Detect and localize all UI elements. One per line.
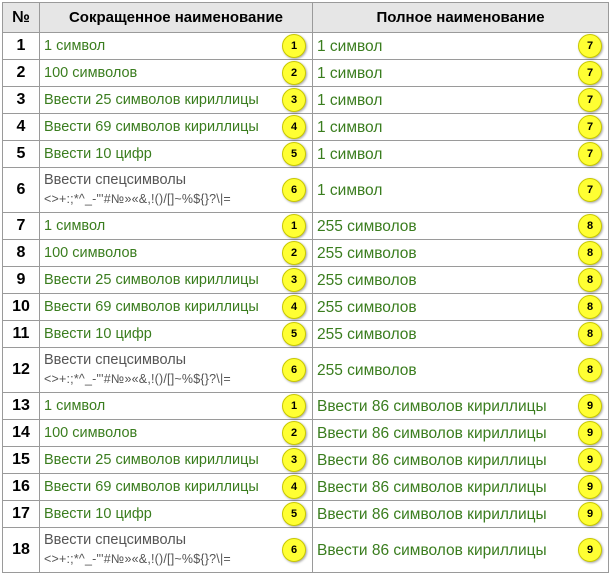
short-name-text [40, 217, 312, 236]
full-name-cell [313, 240, 609, 267]
full-name-text: 255 символов [317, 217, 417, 235]
full-name-badge: 8 [578, 358, 602, 382]
full-name-text: 255 символов [317, 298, 417, 316]
full-name-cell [313, 348, 609, 393]
short-name-cell [40, 141, 313, 168]
short-name-cell [40, 87, 313, 114]
short-name-text [40, 271, 312, 290]
full-name-cell [313, 114, 609, 141]
full-name-text: 1 символ [317, 91, 383, 109]
table-row [3, 168, 609, 213]
special-chars-line: <>+:;*^_-"'#№»«&,!()/[]~%${}?\|= [44, 372, 231, 386]
short-name-badge: 5 [282, 502, 306, 526]
short-name-badge: 6 [282, 178, 306, 202]
short-name-text [40, 351, 312, 389]
short-name-badge: 5 [282, 322, 306, 346]
table-row [3, 348, 609, 393]
full-name-badge: 8 [578, 241, 602, 265]
full-name-cell [313, 447, 609, 474]
short-name-cell [40, 501, 313, 528]
short-name-badge: 1 [282, 214, 306, 238]
short-name-line: Ввести 25 символов кириллицы [44, 271, 259, 288]
header-number: № [3, 3, 40, 33]
short-name-text [40, 118, 312, 137]
full-name-cell [313, 141, 609, 168]
table-row [3, 33, 609, 60]
full-name-badge: 7 [578, 88, 602, 112]
full-name-text: Ввести 86 символов кириллицы [317, 541, 547, 559]
full-name-text: 255 символов [317, 325, 417, 343]
short-name-cell [40, 240, 313, 267]
full-name-text: 1 символ [317, 145, 383, 163]
table-row [3, 501, 609, 528]
row-number: 10 [3, 294, 40, 321]
short-name-badge: 6 [282, 538, 306, 562]
short-name-text [40, 64, 312, 83]
short-name-line: Ввести 25 символов кириллицы [44, 451, 259, 468]
table-row [3, 321, 609, 348]
full-name-cell [313, 168, 609, 213]
full-name-text: Ввести 86 символов кириллицы [317, 424, 547, 442]
row-number: 9 [3, 267, 40, 294]
full-name-badge: 8 [578, 214, 602, 238]
short-name-line: Ввести 25 символов кириллицы [44, 91, 259, 108]
short-name-text [40, 298, 312, 317]
short-name-line: Ввести спецсимволы [44, 352, 187, 368]
full-name-text: Ввести 86 символов кириллицы [317, 505, 547, 523]
short-name-badge: 2 [282, 241, 306, 265]
full-name-cell [313, 60, 609, 87]
row-number: 11 [3, 321, 40, 348]
short-name-line: Ввести спецсимволы [44, 172, 187, 188]
short-name-cell [40, 168, 313, 213]
short-name-badge: 3 [282, 448, 306, 472]
header-short-name: Сокращенное наименование [40, 3, 313, 33]
row-number: 2 [3, 60, 40, 87]
short-name-badge: 5 [282, 142, 306, 166]
full-name-badge: 9 [578, 475, 602, 499]
row-number: 4 [3, 114, 40, 141]
full-name-badge: 7 [578, 34, 602, 58]
short-name-cell [40, 60, 313, 87]
table-row [3, 141, 609, 168]
short-name-line: Ввести спецсимволы [44, 532, 187, 548]
table-row [3, 87, 609, 114]
full-name-cell [313, 87, 609, 114]
short-name-cell [40, 447, 313, 474]
full-name-cell [313, 294, 609, 321]
full-name-cell [313, 474, 609, 501]
table-row [3, 267, 609, 294]
full-name-badge: 9 [578, 394, 602, 418]
table-row [3, 447, 609, 474]
short-name-line: 1 символ [44, 37, 106, 54]
full-name-text: 255 символов [317, 244, 417, 262]
short-name-cell [40, 420, 313, 447]
full-name-cell [313, 321, 609, 348]
row-number: 7 [3, 213, 40, 240]
full-name-badge: 7 [578, 142, 602, 166]
full-name-badge: 7 [578, 115, 602, 139]
test-data-table [2, 2, 609, 573]
short-name-line: 100 символов [44, 244, 138, 261]
table-row [3, 240, 609, 267]
table-row [3, 393, 609, 420]
short-name-line: Ввести 69 символов кириллицы [44, 298, 259, 315]
short-name-line: Ввести 10 цифр [44, 505, 152, 522]
short-name-text [40, 145, 312, 164]
row-number: 13 [3, 393, 40, 420]
short-name-text [40, 325, 312, 344]
row-number: 6 [3, 168, 40, 213]
full-name-text: Ввести 86 символов кириллицы [317, 397, 547, 415]
short-name-text [40, 171, 312, 209]
short-name-text [40, 478, 312, 497]
full-name-text: 255 символов [317, 361, 417, 379]
full-name-text: 1 символ [317, 64, 383, 82]
full-name-cell [313, 213, 609, 240]
full-name-text: Ввести 86 символов кириллицы [317, 478, 547, 496]
short-name-text [40, 505, 312, 524]
short-name-cell [40, 348, 313, 393]
table-row [3, 528, 609, 573]
row-number: 14 [3, 420, 40, 447]
short-name-line: Ввести 69 символов кириллицы [44, 118, 259, 135]
short-name-badge: 2 [282, 61, 306, 85]
short-name-badge: 4 [282, 295, 306, 319]
row-number: 12 [3, 348, 40, 393]
table-row [3, 420, 609, 447]
short-name-cell [40, 267, 313, 294]
full-name-text: 1 символ [317, 37, 383, 55]
short-name-text [40, 91, 312, 110]
table-row [3, 474, 609, 501]
row-number: 18 [3, 528, 40, 573]
row-number: 8 [3, 240, 40, 267]
full-name-cell [313, 33, 609, 60]
full-name-badge: 8 [578, 295, 602, 319]
table-row [3, 213, 609, 240]
table-row [3, 114, 609, 141]
full-name-badge: 7 [578, 61, 602, 85]
full-name-cell [313, 528, 609, 573]
short-name-text [40, 531, 312, 569]
header-full-name: Полное наименование [313, 3, 609, 33]
short-name-badge: 4 [282, 115, 306, 139]
row-number: 1 [3, 33, 40, 60]
table-row [3, 294, 609, 321]
short-name-cell [40, 393, 313, 420]
full-name-badge: 9 [578, 538, 602, 562]
short-name-badge: 1 [282, 34, 306, 58]
full-name-badge: 9 [578, 421, 602, 445]
short-name-text [40, 424, 312, 443]
full-name-badge: 7 [578, 178, 602, 202]
full-name-text: 1 символ [317, 118, 383, 136]
short-name-cell [40, 528, 313, 573]
short-name-cell [40, 114, 313, 141]
full-name-cell [313, 393, 609, 420]
full-name-cell [313, 501, 609, 528]
short-name-cell [40, 294, 313, 321]
short-name-text [40, 37, 312, 56]
full-name-text: 1 символ [317, 181, 383, 199]
full-name-badge: 8 [578, 268, 602, 292]
short-name-line: 1 символ [44, 397, 106, 414]
short-name-cell [40, 213, 313, 240]
short-name-text [40, 244, 312, 263]
full-name-text: 255 символов [317, 271, 417, 289]
short-name-cell [40, 321, 313, 348]
special-chars-line: <>+:;*^_-"'#№»«&,!()/[]~%${}?\|= [44, 192, 231, 206]
short-name-line: Ввести 10 цифр [44, 325, 152, 342]
short-name-badge: 2 [282, 421, 306, 445]
full-name-badge: 8 [578, 322, 602, 346]
short-name-badge: 4 [282, 475, 306, 499]
short-name-badge: 3 [282, 268, 306, 292]
row-number: 3 [3, 87, 40, 114]
row-number: 17 [3, 501, 40, 528]
short-name-text [40, 451, 312, 470]
short-name-line: 100 символов [44, 424, 138, 441]
full-name-cell [313, 420, 609, 447]
header-row [3, 3, 609, 33]
full-name-text: Ввести 86 символов кириллицы [317, 451, 547, 469]
short-name-badge: 3 [282, 88, 306, 112]
special-chars-line: <>+:;*^_-"'#№»«&,!()/[]~%${}?\|= [44, 552, 231, 566]
short-name-badge: 6 [282, 358, 306, 382]
row-number: 15 [3, 447, 40, 474]
short-name-line: Ввести 10 цифр [44, 145, 152, 162]
short-name-text [40, 397, 312, 416]
short-name-cell [40, 474, 313, 501]
table-row [3, 60, 609, 87]
full-name-badge: 9 [578, 502, 602, 526]
short-name-line: 100 символов [44, 64, 138, 81]
row-number: 5 [3, 141, 40, 168]
full-name-cell [313, 267, 609, 294]
short-name-line: Ввести 69 символов кириллицы [44, 478, 259, 495]
full-name-badge: 9 [578, 448, 602, 472]
row-number: 16 [3, 474, 40, 501]
short-name-cell [40, 33, 313, 60]
short-name-line: 1 символ [44, 217, 106, 234]
short-name-badge: 1 [282, 394, 306, 418]
